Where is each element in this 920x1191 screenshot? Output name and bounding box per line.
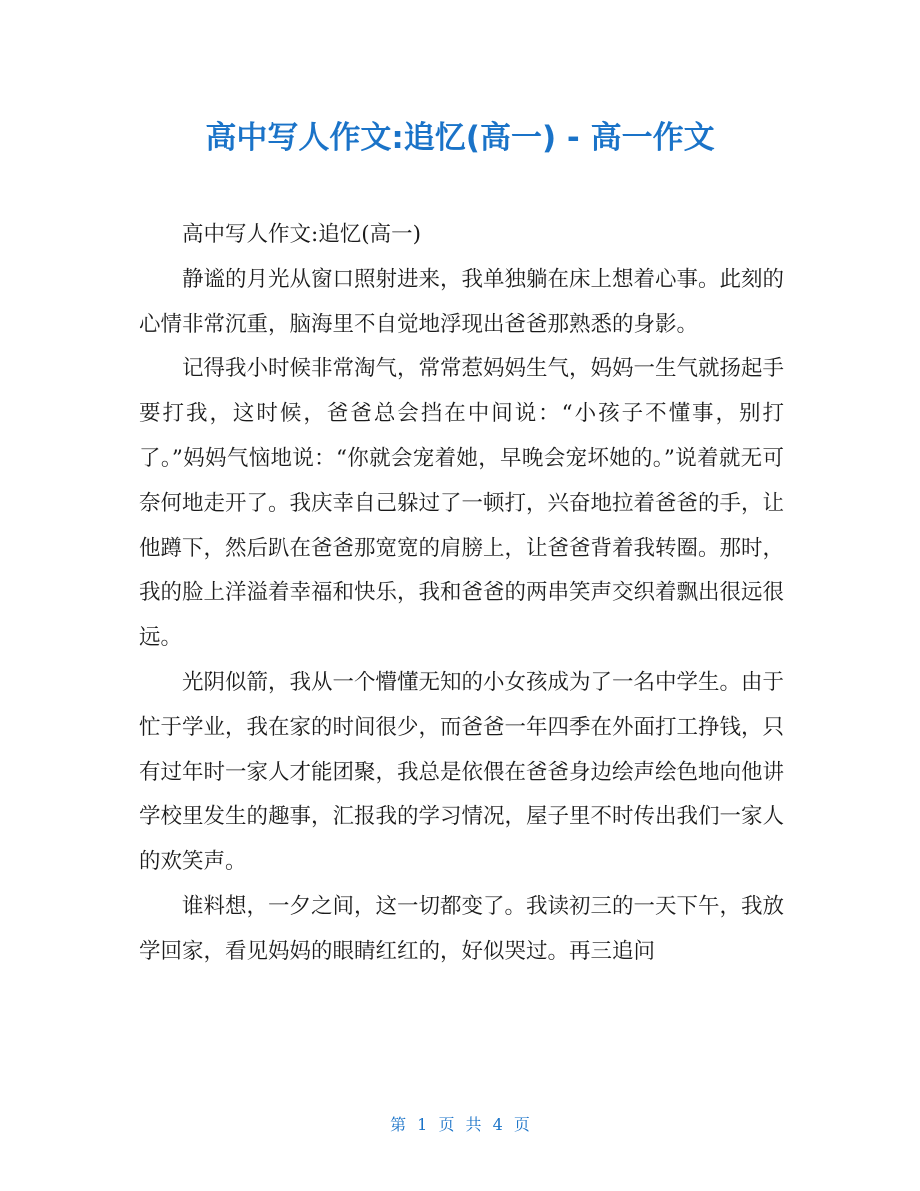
document-body	[139, 213, 784, 975]
document-subheading: 高中写人作文:追忆(高一)	[182, 222, 422, 247]
paragraph: 光阴似箭，我从一个懵懂无知的小女孩成为了一名中学生。由于忙于学业，我在家的时间很少，而爸爸一年四季在外面打工挣钱，只有过年时一家人才能团聚，我总是依偎在爸爸身边绘声绘色地向他讲学校里发生的趣事，汇报我的学习情况，屋子里不时传出我们一家人的欢笑声。	[139, 669, 785, 875]
document-title: 高中写人作文:追忆(高一) - 高一作文	[205, 120, 715, 156]
page-number-footer: 第 1 页 共 4 页	[390, 1115, 530, 1134]
paragraph: 记得我小时候非常淘气，常常惹妈妈生气，妈妈一生气就扬起手要打我，这时候，爸爸总会挡在中间说：“小孩子不懂事，别打了。”妈妈气恼地说：“你就会宠着她，早晚会宠坏她的。”说着就无可奈何地走开了。我庆幸自己躲过了一顿打，兴奋地拉着爸爸的手，让他蹲下，然后趴在爸爸那宽宽的肩膀上，让爸爸背着我转圈。那时，我的脸上洋溢着幸福和快乐，我和爸爸的两串笑声交织着飘出很远很远。	[139, 356, 785, 651]
paragraph: 谁料想，一夕之间，这一切都变了。我读初三的一天下午，我放学回家，看见妈妈的眼睛红红的，好似哭过。再三追问	[139, 893, 785, 964]
paragraph: 静谧的月光从窗口照射进来，我单独躺在床上想着心事。此刻的心情非常沉重，脑海里不自觉地浮现出爸爸那熟悉的身影。	[139, 266, 785, 337]
